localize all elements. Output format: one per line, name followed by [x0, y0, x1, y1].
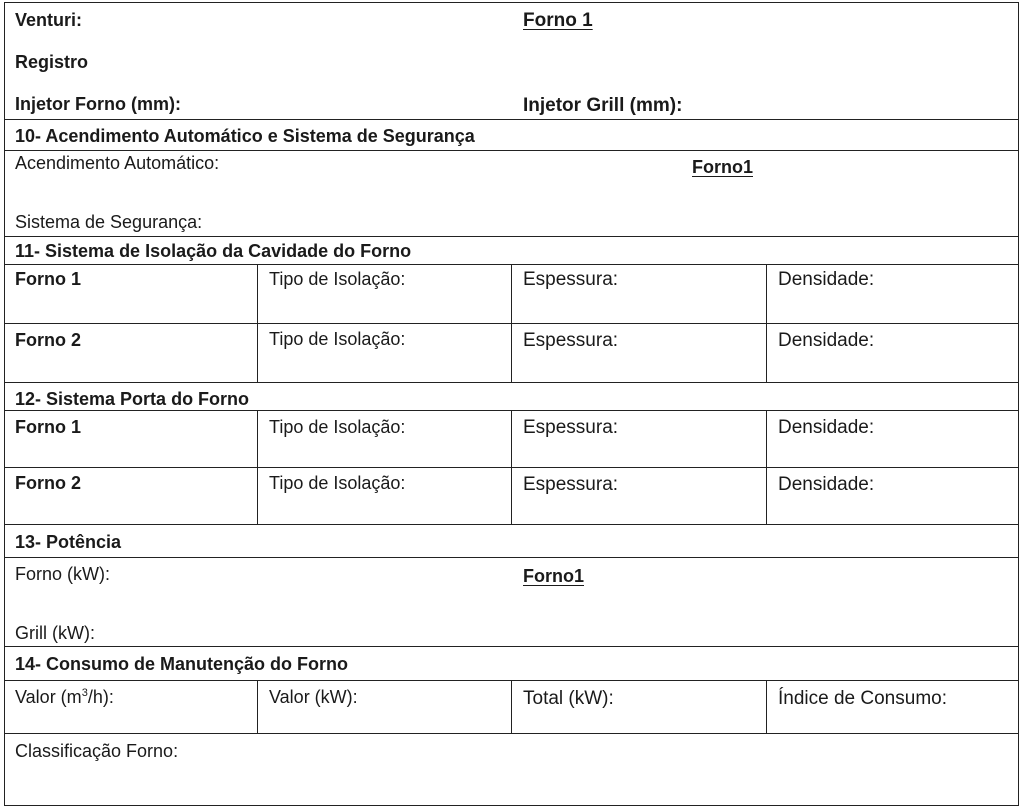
- s11-row1-espessura: Espessura:: [523, 269, 619, 290]
- section-13-title: 13- Potência: [15, 532, 122, 552]
- s12-row1-espessura: Espessura:: [523, 417, 619, 438]
- section-14-title: 14- Consumo de Manutenção do Forno: [15, 654, 349, 674]
- classificacao-label: Classificação Forno:: [15, 741, 179, 761]
- divider: [5, 119, 1018, 120]
- s11-row2-densidade: Densidade:: [778, 330, 875, 351]
- venturi-label: Venturi:: [15, 10, 83, 30]
- s11-row1-tipo: Tipo de Isolação:: [269, 269, 406, 289]
- divider: [5, 236, 1018, 237]
- forno-kw-label: Forno (kW):: [15, 564, 111, 584]
- valor-kw-label: Valor (kW):: [269, 687, 358, 707]
- divider: [5, 467, 1018, 468]
- section-10-title: 10- Acendimento Automático e Sistema de Segurança: [15, 126, 475, 146]
- seguranca-label: Sistema de Segurança:: [15, 212, 203, 232]
- divider: [5, 646, 1018, 647]
- registro-label: Registro: [15, 52, 89, 72]
- forno1-heading: Forno1: [692, 157, 753, 177]
- valor-m3h-label: Valor $(m^3/h)$:: [15, 687, 114, 707]
- s11-row2-label: Forno 2: [15, 330, 81, 350]
- s11-row2-espessura: Espessura:: [523, 330, 619, 351]
- total-kw-label: Total (kW):: [523, 688, 614, 709]
- injetor-grill-label: Injetor Grill (mm):: [523, 95, 683, 116]
- indice-consumo-label: Índice de Consumo:: [778, 688, 947, 709]
- column-divider: [511, 680, 512, 733]
- form-table: [4, 2, 1019, 806]
- acendimento-label: Acendimento Automático:: [15, 153, 220, 173]
- divider: [5, 150, 1018, 151]
- injetor-forno-label: Injetor Forno (mm):: [15, 94, 181, 114]
- s11-row1-label: Forno 1: [15, 269, 81, 289]
- s12-row1-tipo: Tipo de Isolação:: [269, 417, 406, 437]
- forno1-heading: Forno1: [523, 566, 584, 586]
- forno-1-heading: Forno 1: [523, 10, 593, 31]
- column-divider: [257, 680, 258, 733]
- s11-row2-tipo: Tipo de Isolação:: [269, 329, 406, 349]
- divider: [5, 557, 1018, 558]
- divider: [5, 382, 1018, 383]
- s12-row2-tipo: Tipo de Isolação:: [269, 473, 406, 493]
- s12-row2-label: Forno 2: [15, 473, 81, 493]
- divider: [5, 323, 1018, 324]
- grill-kw-label: Grill (kW):: [15, 623, 95, 643]
- divider: [5, 524, 1018, 525]
- s12-row1-label: Forno 1: [15, 417, 81, 437]
- column-divider: [766, 680, 767, 733]
- s12-row1-densidade: Densidade:: [778, 417, 875, 438]
- s11-row1-densidade: Densidade:: [778, 269, 875, 290]
- s12-row2-espessura: Espessura:: [523, 474, 619, 495]
- section-12-title: 12- Sistema Porta do Forno: [15, 389, 250, 409]
- section-11-title: 11- Sistema de Isolação da Cavidade do Forno: [15, 241, 412, 261]
- s12-row2-densidade: Densidade:: [778, 474, 875, 495]
- divider: [5, 733, 1018, 734]
